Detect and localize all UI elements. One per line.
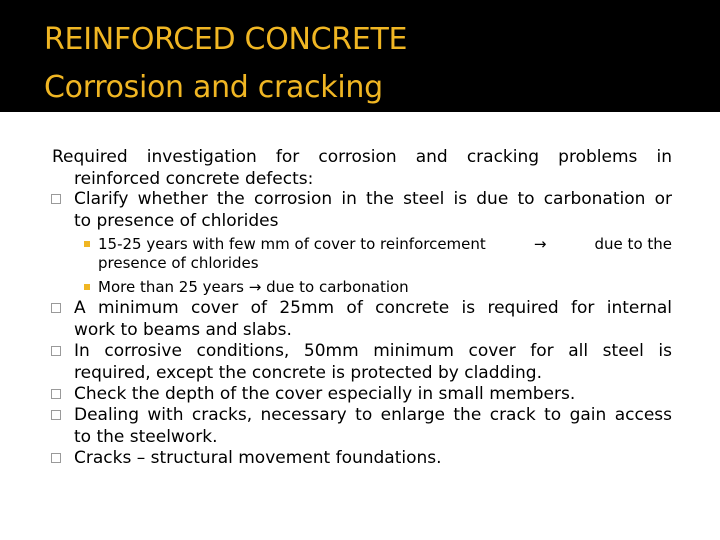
subbullet-1-text-a: 15-25 years with few mm of cover to reinforcement [98, 235, 486, 253]
square-outline-icon [51, 389, 61, 399]
bullet-3-line-2: required, except the concrete is protected by cladding. [74, 363, 542, 383]
square-outline-icon [51, 453, 61, 463]
bullet-1-line-2: to presence of chlorides [74, 211, 279, 231]
filled-square-icon [84, 284, 90, 290]
subbullet-2-text-a: More than 25 years [98, 278, 244, 296]
subbullet-1-text-b: due to the [594, 235, 672, 253]
square-outline-icon [51, 194, 61, 204]
right-arrow-icon: → [533, 235, 547, 253]
slide-subtitle: Corrosion and cracking [44, 70, 383, 105]
square-outline-icon [51, 303, 61, 313]
bullet-4-line-1: Check the depth of the cover especially in small members. [74, 384, 576, 404]
intro-line-2: reinforced concrete defects: [74, 169, 314, 189]
filled-square-icon [84, 241, 90, 247]
bullet-2-line-1: A minimum cover of 25mm of concrete is required for internal [74, 298, 672, 318]
square-outline-icon [51, 410, 61, 420]
slide-title: REINFORCED CONCRETE [44, 22, 408, 57]
subbullet-2-text-b: due to carbonation [266, 278, 409, 296]
right-arrow-icon: → [248, 278, 262, 296]
square-outline-icon [51, 346, 61, 356]
intro-line-1: Required investigation for corrosion and cracking problems in [52, 147, 672, 167]
subbullet-2 [98, 278, 409, 297]
bullet-5-line-2: to the steelwork. [74, 427, 218, 447]
bullet-6-line-1: Cracks – structural movement foundations. [74, 448, 442, 468]
bullet-2-line-2: work to beams and slabs. [74, 320, 292, 340]
subbullet-1-line-2: presence of chlorides [98, 254, 259, 272]
bullet-5-line-1: Dealing with cracks, necessary to enlarge the crack to gain access [74, 405, 672, 425]
bullet-3-line-1: In corrosive conditions, 50mm minimum cover for all steel is [74, 341, 672, 361]
bullet-1-line-1: Clarify whether the corrosion in the steel is due to carbonation or [74, 189, 672, 209]
subbullet-1-line-1 [98, 235, 672, 254]
